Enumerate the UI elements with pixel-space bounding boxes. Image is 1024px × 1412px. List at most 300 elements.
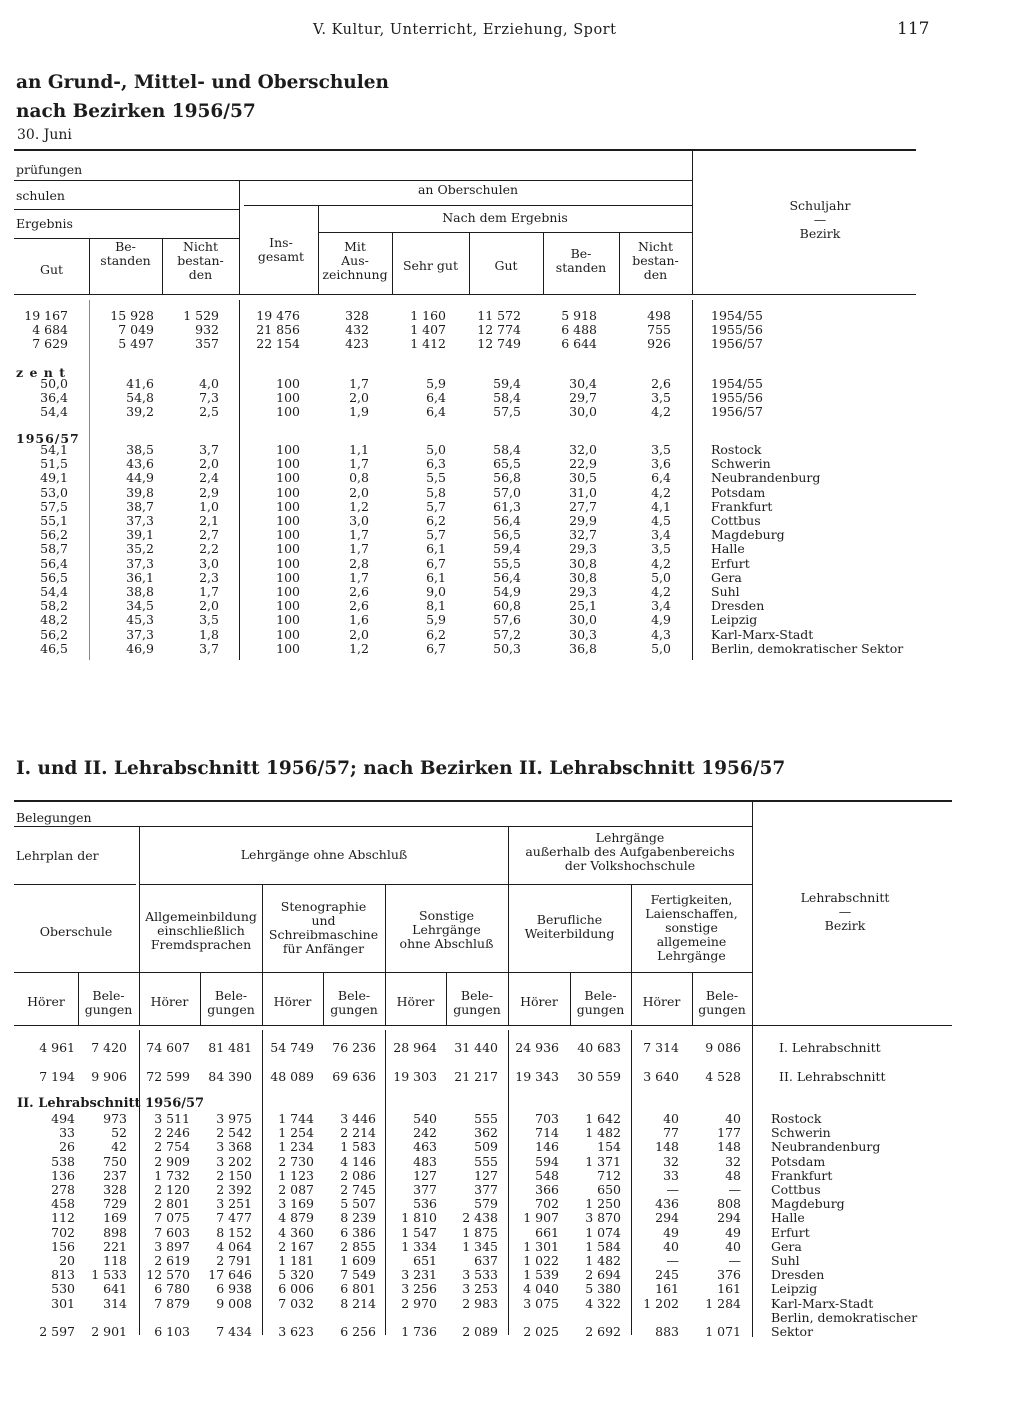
t1-cell: 6,1 [426,569,446,585]
table2-title: I. und II. Lehrabschnitt 1956/57; nach Bezirken II. Lehrabschnitt 1956/57 [16,758,786,779]
t2-col-head-hoerer: Hörer [642,994,681,1009]
t2-cell: 294 [717,1210,741,1226]
t1-cell: 1,7 [349,527,369,543]
t2-cell: 33 [663,1167,679,1183]
t1-cell: 1,7 [349,456,369,472]
t1-cell: 100 [276,404,300,420]
t2-cell: 3 870 [585,1210,621,1226]
t2-cell: 33 [59,1125,75,1141]
t2-cell: 1 022 [523,1253,559,1268]
t1-cell: 45,3 [126,612,154,628]
t2-cell: 26 [59,1139,75,1155]
t1-cell: 5,9 [426,612,446,628]
t1-cell: 58,7 [40,541,68,557]
t1-row-label: Suhl [711,584,740,599]
t2-cell: 729 [103,1196,127,1212]
t1-row-label: Halle [711,541,745,557]
t1-cell: 5,5 [426,470,446,486]
t1-cell: 35,2 [126,541,154,557]
t2-total-cell: 48 089 [270,1069,314,1084]
t2-cell: 2 901 [91,1323,127,1339]
table1-date: 30. Juni [17,127,72,143]
t2-cell: 458 [51,1196,75,1212]
t2-col-head-belegungen: Bele- gungen [576,988,625,1017]
t2-cell: 40 [725,1238,741,1254]
t1-row-label: 1956/57 [711,404,763,420]
t1-cell: 59,4 [493,376,521,391]
t1-cell: 1,2 [349,640,369,656]
t1-cell: 2,0 [349,484,369,500]
t1-cell: 30,8 [569,555,597,571]
t2-cell: 17 646 [208,1267,252,1283]
t1-cell: 22,9 [569,456,597,472]
t1-cell: 29,9 [569,513,597,528]
t2-total-cell: 76 236 [332,1040,376,1055]
t1-row-label: 1956/57 [711,336,763,352]
t1-cell: 61,3 [493,498,521,514]
t1-cell: 29,7 [569,390,597,406]
t2-cell: 1 254 [278,1125,314,1141]
t2-cell: 5 507 [340,1196,376,1212]
t2-total-cell: 54 749 [270,1040,314,1055]
t1-head-pruefungen: prüfungen [16,162,83,177]
t2-cell: 161 [717,1281,741,1297]
t2-total-label: II. Lehrabschnitt [779,1069,886,1084]
t1-cell: 6,4 [426,404,446,420]
t2-cell: — [728,1253,741,1268]
t1-cell: 4,3 [651,626,671,642]
t2-cell: 6 386 [340,1224,376,1240]
t2-total-cell: 4 961 [39,1040,75,1055]
t2-cell: 48 [725,1167,741,1183]
t1-cell: 60,8 [493,598,521,614]
t1-cell: 41,6 [126,376,154,391]
t2-row-label: Neubrandenburg [771,1139,881,1155]
t2-cell: — [666,1253,679,1268]
t2-cell: 7 549 [340,1267,376,1283]
t1-row-label: 1955/56 [711,390,763,406]
t2-total-cell: 72 599 [146,1069,190,1084]
t1-row-label: 1954/55 [711,308,763,323]
t2-cell: 177 [717,1125,741,1141]
t1-cell: 100 [276,390,300,406]
t1-cell: 6,1 [426,541,446,557]
t1-cell: 50,3 [493,640,521,656]
t2-head-ausserhalb: Lehrgänge außerhalb des Aufgabenbereichs der Volkshochschule [525,830,735,873]
t1-cell: 51,5 [40,456,68,472]
t1-cell: 4,2 [651,404,671,420]
t2-cell: 3 446 [340,1111,376,1126]
t1-cell: 32,0 [569,442,597,457]
t2-cell: 579 [474,1196,498,1212]
t1-row-label: Berlin, demokratischer Sektor [711,640,904,656]
t1-cell: 37,3 [126,626,154,642]
t2-cell: 32 [663,1153,679,1169]
t2-cell: 2 150 [216,1167,252,1183]
t2-cell: 813 [51,1267,75,1283]
t1-cell: 2,0 [199,598,219,614]
t1-head-schulen: schulen [16,188,65,203]
t2-cell: 7 075 [154,1210,190,1226]
t1-cell: 357 [195,336,219,352]
t2-cell: 463 [413,1139,437,1155]
t1-cell: 57,2 [493,626,521,642]
t1-cell: 39,2 [126,404,154,420]
t2-cell: 3 231 [401,1267,437,1283]
t1-cell: 36,1 [126,569,154,585]
t1-cell: 3,7 [199,442,219,457]
t2-cell: 7 032 [278,1295,314,1311]
t1-cell: 54,4 [40,584,68,599]
t1-cell: 49,1 [40,470,68,486]
t2-cell: 245 [655,1267,679,1283]
t2-cell: 2 983 [462,1295,498,1311]
t2-cell: 3 368 [216,1139,252,1155]
t2-total-cell: 31 440 [454,1040,498,1055]
t1-cell: 432 [345,322,369,338]
t1-cell: 4,2 [651,555,671,571]
t1-cell: 1,9 [349,404,369,420]
t1-cell: 2,5 [199,404,219,420]
t2-row-label: Leipzig [771,1281,818,1297]
t1-cell: 3,6 [651,456,671,472]
t2-cell: 2 791 [216,1253,252,1268]
t2-cell: 7 879 [154,1295,190,1311]
t1-cell: 54,8 [126,390,154,406]
t1-cell: 44,9 [126,470,154,486]
t1-col-head: Gut [39,262,64,277]
t2-top-rule [14,800,952,802]
t1-col-head: Be- standen [100,239,151,268]
table1-title [16,68,389,126]
t2-cell: — [666,1182,679,1197]
t2-cell: 2 246 [154,1125,190,1141]
t1-col-head: Be- standen [555,246,607,275]
t2-head-fertigkeiten: Fertigkeiten, Laienschaffen, sonstige allgemeine Lehrgänge [645,892,738,963]
t2-cell: 376 [717,1267,741,1283]
t1-cell: 1,6 [349,612,369,628]
t2-head-belegungen: Belegungen [16,810,92,825]
t1-cell: 1,7 [349,376,369,391]
t2-cell: 3 533 [462,1267,498,1283]
t1-cell: 7 049 [118,322,154,338]
t2-cell: 328 [103,1182,127,1197]
t1-cell: 21 856 [256,322,300,338]
t1-row-label: 1954/55 [711,376,763,391]
t1-cell: 4 684 [32,322,68,338]
t2-cell: 12 570 [146,1267,190,1283]
t1-cell: 100 [276,555,300,571]
t2-row-label: Cottbus [771,1182,821,1197]
t2-cell: 42 [111,1139,127,1155]
t1-col-head: Mit Aus- zeichnung [322,239,388,282]
t1-top-rule [14,149,916,151]
t1-vline-9 [692,151,693,295]
t2-cell: 156 [51,1238,75,1254]
t1-rule-pruefungen [14,180,692,181]
t1-row-label: Schwerin [711,456,771,472]
t2-cell: 3 256 [401,1281,437,1297]
t1-cell: 50,0 [40,376,68,391]
t2-row-label: Gera [771,1238,802,1254]
t1-cell: 423 [345,336,369,352]
t2-cell: 112 [51,1210,75,1226]
t2-head-lehrabschnitt: Lehrabschnitt [800,890,890,905]
t1-row-label: Magdeburg [711,527,785,543]
t1-cell: 29,3 [569,584,597,599]
t2-total-cell: 81 481 [208,1040,252,1055]
t2-cell: 4 322 [585,1295,621,1311]
t2-cell: 6 256 [340,1323,376,1339]
t1-cell: 2,0 [199,456,219,472]
t2-total-cell: 74 607 [146,1040,190,1055]
t2-row-label: Erfurt [771,1224,810,1240]
t1-cell: 54,9 [493,584,521,599]
t2-rule-lehrplan [14,884,136,885]
t2-head-allgemeinbildung: Allgemeinbildung einschließlich Fremdsprachen [145,909,257,952]
t2-cell: 118 [103,1253,127,1268]
t2-total-cell: 21 217 [454,1069,498,1084]
t1-vline-body-c [692,300,693,660]
t1-cell: 29,3 [569,541,597,557]
running-title: V. Kultur, Unterricht, Erziehung, Sport [313,22,617,38]
t1-cell: 57,0 [493,484,521,500]
t2-total-cell: 84 390 [208,1069,252,1084]
t1-cell: 100 [276,584,300,599]
t1-cell: 3,5 [199,612,219,628]
t2-cell: — [728,1182,741,1197]
t1-rule-schulen [14,209,239,210]
t1-cell: 100 [276,598,300,614]
t2-cell: 6 780 [154,1281,190,1297]
t1-row-label: Potsdam [711,484,766,500]
t1-cell: 7,3 [199,390,219,406]
t1-cell: 2,0 [349,390,369,406]
t2-row-label: Halle [771,1210,805,1226]
t2-cell: 3 623 [278,1323,314,1339]
t2-cell: 750 [103,1153,127,1169]
t2-row-label-cont: Sektor [771,1323,814,1339]
t1-section-label: 1956/57 [16,431,80,446]
t2-cell: 2 438 [462,1210,498,1226]
t2-head-stenographie: Stenographie und Schreibmaschine für Anfänger [268,899,379,956]
t2-cell: 8 214 [340,1295,376,1311]
t1-cell: 8,1 [426,598,446,614]
t1-cell: 34,5 [126,598,154,614]
t2-cell: 2 542 [216,1125,252,1141]
t1-cell: 3,5 [651,442,671,457]
t1-cell: 4,0 [199,376,219,391]
t1-cell: 53,0 [40,484,68,500]
t2-total-cell: 4 528 [705,1069,741,1084]
t2-cell: 127 [474,1167,498,1183]
t1-cell: 30,0 [569,404,597,420]
t2-cell: 221 [103,1238,127,1254]
t1-cell: 100 [276,456,300,472]
t1-row-label: Frankfurt [711,498,773,514]
t1-cell: 38,5 [126,442,154,457]
t1-cell: 6,3 [426,456,446,472]
t2-cell: 169 [103,1210,127,1226]
t2-cell: 1 810 [401,1210,437,1226]
page-number: 117 [897,19,930,39]
t2-cell: 148 [655,1139,679,1155]
t1-cell: 2,6 [349,598,369,614]
t2-head-dash: — [838,904,852,919]
t2-cell: 1 744 [278,1111,314,1126]
t2-cell: 2 167 [278,1238,314,1254]
t2-cell: 146 [535,1139,559,1155]
t1-cell: 37,3 [126,513,154,528]
t2-total-cell: 19 343 [515,1069,559,1084]
t1-col-head: Nicht bestan- den [177,239,224,282]
t2-total-cell: 3 640 [643,1069,679,1084]
t2-cell: 148 [717,1139,741,1155]
t1-cell: 1,7 [199,584,219,599]
t2-cell: 2 597 [39,1323,75,1339]
t1-cell: 2,6 [651,376,671,391]
t1-cell: 2,7 [199,527,219,543]
t1-cell: 0,8 [349,470,369,486]
t2-cell: 237 [103,1167,127,1183]
t1-cell: 1,2 [349,498,369,514]
t1-cell: 54,1 [40,442,68,457]
t2-total-cell: 7 194 [39,1069,75,1084]
t2-total-cell: 7 420 [91,1040,127,1055]
t1-cell: 43,6 [126,456,154,472]
t2-cell: 2 089 [462,1323,498,1339]
t2-cell: 52 [111,1125,127,1141]
t2-total-cell: 7 314 [643,1040,679,1055]
t1-cell: 3,0 [349,513,369,528]
t1-cell: 100 [276,569,300,585]
t1-col-head: Ins- gesamt [257,235,305,264]
t2-cell: 548 [535,1167,559,1183]
t2-col-head-belegungen: Bele- gungen [453,988,501,1017]
t1-cell: 6 644 [561,336,597,352]
t1-head-an-oberschulen: an Oberschulen [417,182,519,197]
t2-row-label: Schwerin [771,1125,831,1141]
t2-cell: 2 120 [154,1182,190,1197]
t1-head-bottom-rule [14,294,916,295]
t1-cell: 100 [276,640,300,656]
t2-cell: 3 975 [216,1111,252,1126]
t2-cell: 1 071 [705,1323,741,1339]
t2-cell: 2 694 [585,1267,621,1283]
t2-cell: 40 [725,1111,741,1126]
t2-cell: 702 [51,1224,75,1240]
t2-head-bottom-rule [14,1025,952,1026]
t2-cell: 6 801 [340,1281,376,1297]
t1-cell: 6,4 [426,390,446,406]
t1-cell: 6 488 [561,322,597,338]
t1-cell: 38,8 [126,584,154,599]
t2-cell: 540 [413,1111,437,1126]
t1-cell: 15 928 [110,308,154,323]
t1-cell: 22 154 [256,336,300,352]
t2-cell: 555 [474,1111,498,1126]
t2-cell: 1 609 [340,1253,376,1268]
t1-cell: 1 407 [410,322,446,338]
t2-cell: 4 146 [340,1153,376,1169]
t1-cell: 30,3 [569,626,597,642]
t2-cell: 2 909 [154,1153,190,1169]
t2-cell: 301 [51,1295,75,1311]
t2-cell: 7 477 [216,1210,252,1226]
t2-row-label: Potsdam [771,1153,826,1169]
t2-cell: 362 [474,1125,498,1141]
t1-cell: 1,1 [349,442,369,457]
t1-head-schuljahr: Schuljahr [789,198,851,213]
t1-cell: 100 [276,513,300,528]
t2-cell: 651 [413,1253,437,1268]
t1-cell: 56,5 [40,569,68,585]
t2-total-cell: 30 559 [577,1069,621,1084]
t2-cell: 20 [59,1253,75,1268]
t2-row-label: Magdeburg [771,1196,845,1212]
t2-cell: 4 064 [216,1238,252,1254]
t1-cell: 5 497 [118,336,154,352]
t2-cell: 136 [51,1167,75,1183]
t1-head-ergebnis: Ergebnis [16,216,73,231]
t2-cell: 1 584 [585,1238,621,1254]
t1-cell: 58,4 [493,442,521,457]
t1-cell: 2,8 [349,555,369,571]
t2-col-head-hoerer: Hörer [396,994,435,1009]
t1-col-head: Sehr gut [402,258,459,273]
t1-cell: 755 [647,322,671,338]
t1-cell: 1,8 [199,626,219,642]
t2-head-berufliche: Berufliche Weiterbildung [524,912,615,941]
t1-rule-nach [318,232,692,233]
t2-col-head-hoerer: Hörer [273,994,312,1009]
t2-cell: 1 533 [91,1267,127,1283]
t2-col-head-hoerer: Hörer [520,994,558,1009]
t2-rule-subheads [14,972,752,973]
t2-cell: 661 [535,1224,559,1240]
t2-total-label: I. Lehrabschnitt [779,1040,881,1055]
t1-cell: 38,7 [126,498,154,514]
t2-cell: 3 897 [154,1238,190,1254]
t1-cell: 36,8 [569,640,597,656]
t2-cell: 702 [535,1196,559,1212]
t2-cell: 242 [413,1125,437,1141]
t2-cell: 714 [535,1125,559,1141]
t1-cell: 39,1 [126,527,154,543]
table1-title-line1: an Grund-, Mittel- und Oberschulen [16,72,390,93]
t1-cell: 3,7 [199,640,219,656]
t1-cell: 55,1 [40,513,68,528]
t2-cell: 3 169 [278,1196,314,1212]
t2-row-label: Berlin, demokratischer [771,1309,918,1325]
t1-cell: 56,8 [493,470,521,486]
t2-head-ohne-abschluss: Lehrgänge ohne Abschluß [240,847,408,862]
t2-cell: 7 603 [154,1224,190,1240]
t1-cell: 100 [276,626,300,642]
t2-cell: 536 [413,1196,437,1212]
t2-cell: 594 [535,1153,559,1169]
t2-cell: 1 642 [585,1111,621,1126]
t2-cell: 808 [717,1196,741,1212]
t2-cell: 641 [103,1281,127,1297]
t1-cell: 4,2 [651,584,671,599]
t2-cell: 9 008 [216,1295,252,1311]
t2-cell: 154 [597,1139,621,1155]
t1-cell: 100 [276,376,300,391]
t2-rule-groups [140,884,752,885]
t2-cell: 3 202 [216,1153,252,1169]
t1-section-label: z e n t [16,365,66,380]
